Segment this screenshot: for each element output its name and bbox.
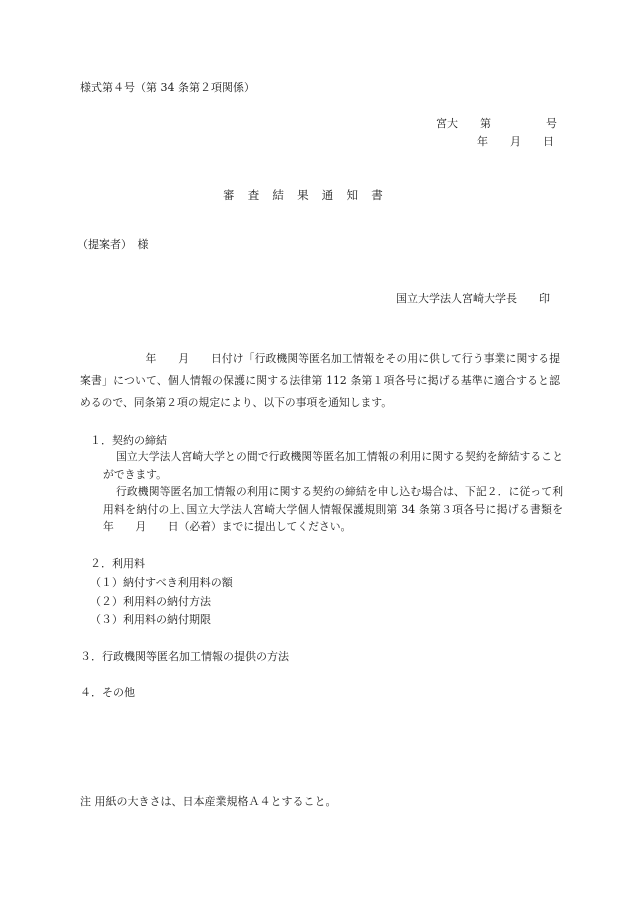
- section-4-heading: ４．その他: [80, 686, 135, 699]
- date-line: 年 月 日: [477, 135, 554, 148]
- form-label: 様式第４号（第 34 条第２項関係）: [80, 81, 255, 94]
- section-2-heading: ２．利用料: [90, 557, 145, 570]
- reference-number-line: 宮大 第 号: [436, 117, 557, 130]
- section-2-item: （３）利用料の納付期限: [90, 613, 211, 626]
- document-title: 審査結果通知書: [223, 188, 396, 202]
- issuer: 国立大学法人宮崎大学長 印: [396, 292, 550, 305]
- section-1-heading: １．契約の締結: [90, 434, 167, 447]
- section-1-paragraph-1: 国立大学法人宮崎大学との間で行政機関等匿名加工情報の利用に関する契約を締結することができます。: [103, 450, 563, 481]
- section-2-item: （１）納付すべき利用料の額: [90, 576, 233, 589]
- section-1-paragraph-2: 行政機関等匿名加工情報の利用に関する契約の締結を申し込む場合は、下記２．に従って利用料を納付の上､国立大学法人宮崎大学個人情報保護規則第 34 条第３項各号に掲げる書類を 年 月 日（必着）までに提出してください。: [103, 485, 607, 533]
- section-2-item: （２）利用料の納付方法: [90, 595, 211, 608]
- body-paragraph: 年 月 日付け「行政機関等匿名加工情報をその用に供して行う事業に関する提案書」について、個人情報の保護に関する法律第 112 条第１項各号に掲げる基準に適合すると認めるので、同条第２項の規定により、以下の事項を通知します。: [80, 352, 560, 409]
- section-3-heading: ３．行政機関等匿名加工情報の提供の方法: [80, 650, 289, 663]
- footnote: 注 用紙の大きさは、日本産業規格Ａ４とすること。: [80, 795, 337, 808]
- addressee: （提案者） 様: [77, 238, 149, 251]
